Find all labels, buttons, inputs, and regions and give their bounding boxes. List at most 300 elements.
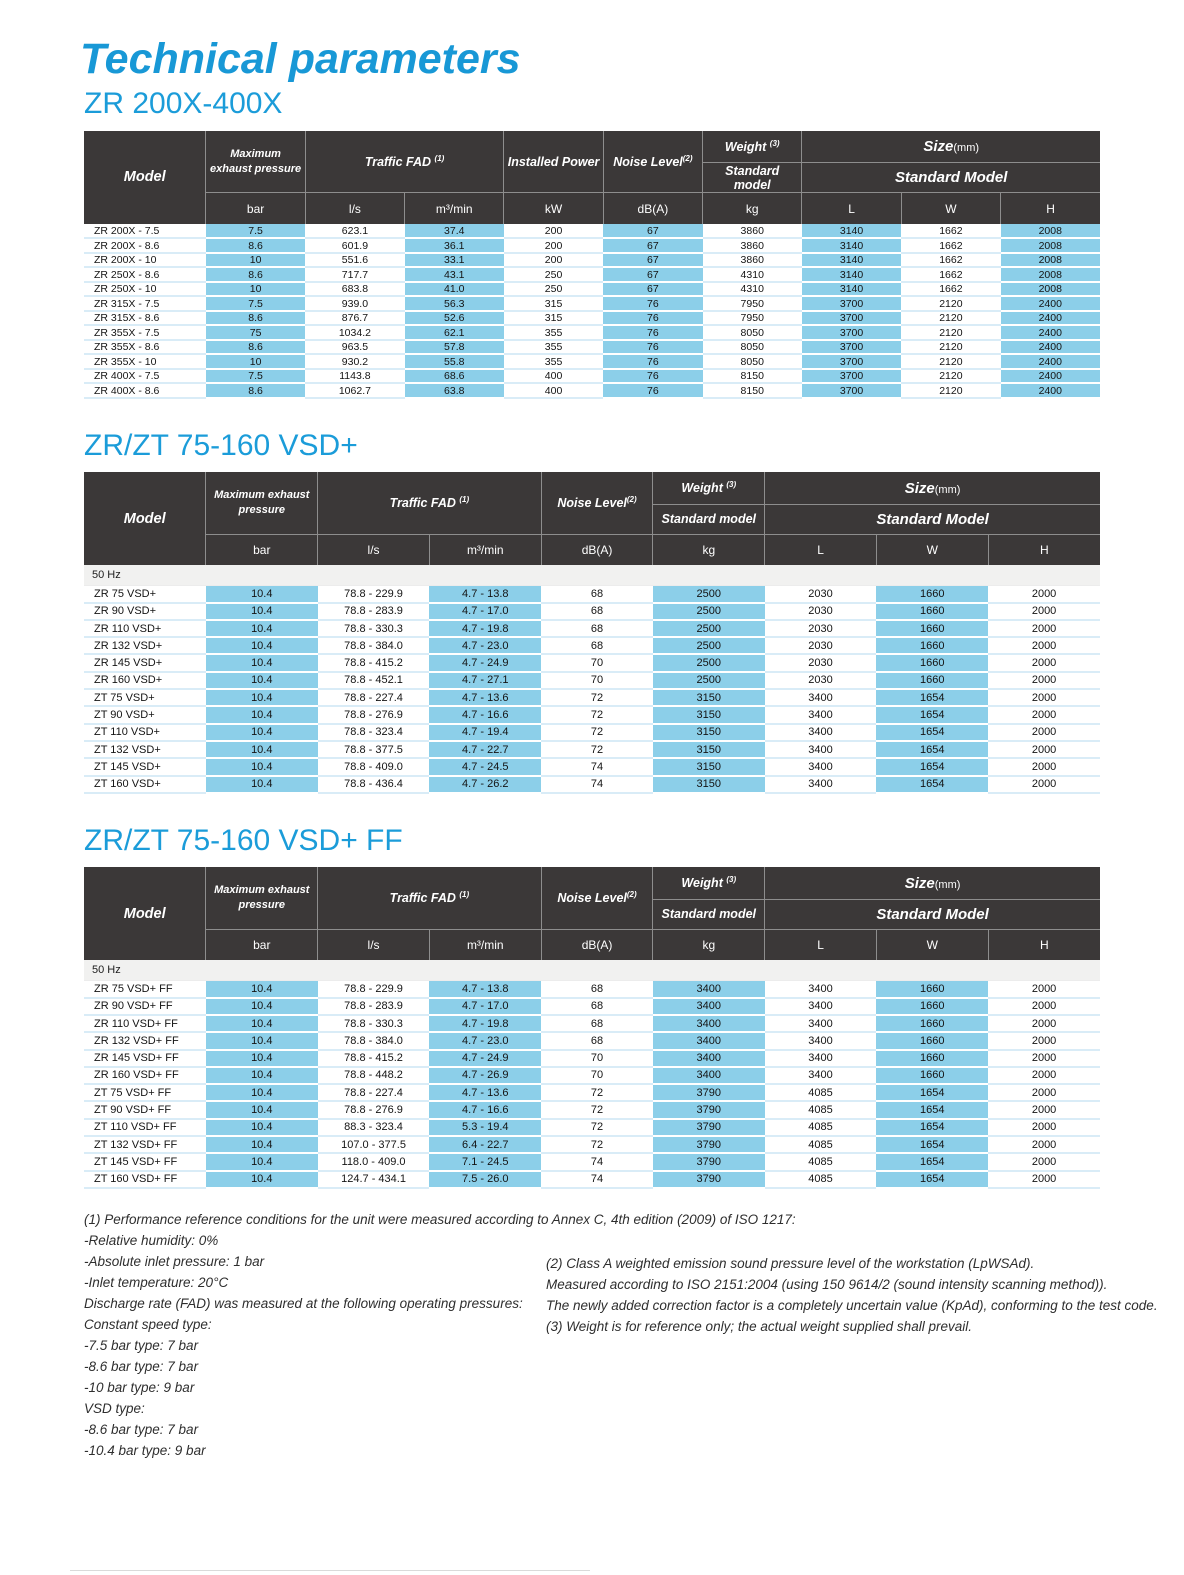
value-cell: 2000: [988, 1119, 1100, 1136]
footnote-line: Constant speed type:: [84, 1316, 212, 1332]
unit-l: L: [765, 929, 877, 960]
footnote-line: -Relative humidity: 0%: [84, 1232, 219, 1248]
value-cell: 3700: [802, 296, 901, 311]
value-cell: 1660: [876, 585, 988, 602]
header-weight-standard-model-label: Standard model: [661, 512, 757, 527]
header-model: [84, 472, 206, 565]
value-cell: 2400: [1001, 325, 1100, 340]
value-cell: 3790: [653, 1084, 765, 1101]
header-noise-level-label: Noise Level: [557, 496, 627, 511]
model-cell: ZT 90 VSD+: [84, 706, 206, 723]
value-cell: 43.1: [405, 267, 504, 282]
value-cell: 10.4: [206, 998, 318, 1015]
value-cell: 1660: [876, 1015, 988, 1032]
value-cell: 3150: [653, 724, 765, 741]
value-cell: 10.4: [206, 637, 318, 654]
value-cell: 7950: [703, 296, 802, 311]
value-cell: 10: [206, 253, 305, 268]
model-cell: ZR 200X - 7.5: [84, 224, 206, 239]
value-cell: 75: [206, 325, 305, 340]
footnote-ref-3: (3): [769, 138, 780, 148]
value-cell: 63.8: [405, 383, 504, 398]
header-weight-standard-model: [703, 163, 802, 193]
value-cell: 3400: [765, 758, 877, 775]
header-size-standard-model-label: Standard Model: [876, 510, 989, 528]
value-cell: 10.4: [206, 654, 318, 671]
value-cell: 2500: [653, 585, 765, 602]
value-cell: 2030: [765, 637, 877, 654]
value-cell: 1660: [876, 637, 988, 654]
model-cell: ZR 110 VSD+ FF: [84, 1015, 206, 1032]
value-cell: 2000: [988, 1032, 1100, 1049]
table-row: [84, 340, 1100, 355]
value-cell: 68.6: [405, 369, 504, 384]
value-cell: 70: [541, 672, 653, 689]
value-cell: 3150: [653, 776, 765, 793]
header-traffic-fad-label: Traffic FAD: [389, 891, 456, 906]
value-cell: 4310: [703, 267, 802, 282]
table-row: [84, 325, 1100, 340]
value-cell: 78.8 - 227.4: [318, 1084, 430, 1101]
model-cell: ZR 400X - 8.6: [84, 383, 206, 398]
value-cell: 2030: [765, 654, 877, 671]
value-cell: 10.4: [206, 603, 318, 620]
value-cell: 355: [504, 340, 603, 355]
value-cell: 3400: [765, 706, 877, 723]
model-cell: ZR 355X - 8.6: [84, 340, 206, 355]
frequency-group-label: 50 Hz: [84, 960, 1100, 980]
value-cell: 1662: [901, 224, 1000, 239]
table-row: [84, 1084, 1100, 1101]
value-cell: 1062.7: [305, 383, 404, 398]
unit-w: W: [876, 534, 988, 565]
header-weight: [703, 131, 802, 163]
value-cell: 4085: [765, 1101, 877, 1118]
value-cell: 2500: [653, 620, 765, 637]
model-cell: ZT 110 VSD+ FF: [84, 1119, 206, 1136]
unit-w: W: [876, 929, 988, 960]
value-cell: 2120: [901, 369, 1000, 384]
value-cell: 67: [603, 282, 702, 297]
value-cell: 2000: [988, 637, 1100, 654]
model-cell: ZR 250X - 10: [84, 282, 206, 297]
value-cell: 36.1: [405, 238, 504, 253]
unit-h: H: [1001, 193, 1100, 224]
value-cell: 67: [603, 238, 702, 253]
header-weight-label: Weight: [724, 139, 767, 154]
table-row: [84, 1171, 1100, 1188]
model-cell: ZT 132 VSD+: [84, 741, 206, 758]
value-cell: 8150: [703, 383, 802, 398]
value-cell: 1662: [901, 238, 1000, 253]
value-cell: 623.1: [305, 224, 404, 239]
value-cell: 10.4: [206, 1050, 318, 1067]
value-cell: 67: [603, 253, 702, 268]
value-cell: 3860: [703, 224, 802, 239]
value-cell: 1662: [901, 253, 1000, 268]
value-cell: 78.8 - 377.5: [318, 741, 430, 758]
value-cell: 78.8 - 276.9: [318, 1101, 430, 1118]
value-cell: 1660: [876, 654, 988, 671]
value-cell: 3140: [802, 224, 901, 239]
value-cell: 200: [504, 253, 603, 268]
value-cell: 118.0 - 409.0: [318, 1153, 430, 1170]
model-cell: ZT 110 VSD+: [84, 724, 206, 741]
value-cell: 72: [541, 1101, 653, 1118]
value-cell: 1660: [876, 603, 988, 620]
value-cell: 8.6: [206, 311, 305, 326]
value-cell: 68: [541, 603, 653, 620]
value-cell: 70: [541, 1050, 653, 1067]
value-cell: 2008: [1001, 253, 1100, 268]
value-cell: 78.8 - 229.9: [318, 585, 430, 602]
value-cell: 2120: [901, 340, 1000, 355]
table-row: [84, 296, 1100, 311]
value-cell: 78.8 - 436.4: [318, 776, 430, 793]
value-cell: 72: [541, 1084, 653, 1101]
header-installed-power: [504, 131, 603, 193]
header-installed-power-label: Installed Power: [507, 154, 600, 169]
value-cell: 8.6: [206, 383, 305, 398]
table-row: [84, 383, 1100, 398]
footnote-line: -10.4 bar type: 9 bar: [84, 1442, 206, 1458]
value-cell: 601.9: [305, 238, 404, 253]
value-cell: 250: [504, 267, 603, 282]
value-cell: 3400: [765, 998, 877, 1015]
model-cell: ZR 160 VSD+: [84, 672, 206, 689]
value-cell: 1654: [876, 1153, 988, 1170]
value-cell: 3400: [765, 724, 877, 741]
header-size: [802, 131, 1100, 163]
table-row: [84, 267, 1100, 282]
table-row: [84, 282, 1100, 297]
table-row: [84, 253, 1100, 268]
value-cell: 78.8 - 276.9: [318, 706, 430, 723]
table-row: [84, 620, 1100, 637]
footnote-line: Discharge rate (FAD) was measured at the following operating pressures:: [84, 1295, 523, 1311]
value-cell: 10: [206, 354, 305, 369]
footnote-ref-3: (3): [726, 479, 737, 489]
value-cell: 4.7 - 13.6: [429, 1084, 541, 1101]
header-weight-standard-model: [653, 899, 765, 929]
value-cell: 315: [504, 296, 603, 311]
value-cell: 78.8 - 415.2: [318, 1050, 430, 1067]
header-size-standard-model-label: Standard Model: [894, 169, 1008, 187]
value-cell: 10.4: [206, 1067, 318, 1084]
value-cell: 3140: [802, 238, 901, 253]
header-weight-label: Weight: [681, 481, 723, 496]
footnote-ref-2: (2): [626, 494, 637, 504]
table-body: [84, 224, 1100, 398]
footnote-ref-1: (1): [459, 494, 470, 504]
section-heading-zr-200x-400x: ZR 200X-400X: [84, 87, 283, 121]
value-cell: 2500: [653, 654, 765, 671]
value-cell: 2400: [1001, 340, 1100, 355]
value-cell: 74: [541, 1171, 653, 1188]
value-cell: 8.6: [206, 267, 305, 282]
table-row: [84, 741, 1100, 758]
header-max-exhaust-pressure-label: Maximum exhaust pressure: [210, 147, 302, 175]
value-cell: 2000: [988, 603, 1100, 620]
frequency-group-row: [84, 565, 1100, 585]
header-weight-label: Weight: [681, 876, 723, 891]
header-traffic-fad: [318, 472, 542, 534]
value-cell: 4.7 - 19.4: [429, 724, 541, 741]
value-cell: 3150: [653, 758, 765, 775]
table-row: [84, 998, 1100, 1015]
unit-bar: bar: [206, 534, 318, 565]
value-cell: 72: [541, 1136, 653, 1153]
value-cell: 2000: [988, 620, 1100, 637]
value-cell: 4085: [765, 1119, 877, 1136]
model-cell: ZT 75 VSD+: [84, 689, 206, 706]
value-cell: 1660: [876, 998, 988, 1015]
value-cell: 1654: [876, 1101, 988, 1118]
header-size: [765, 867, 1100, 899]
value-cell: 4.7 - 27.1: [429, 672, 541, 689]
model-cell: ZR 200X - 10: [84, 253, 206, 268]
value-cell: 2400: [1001, 354, 1100, 369]
unit-dba: dB(A): [541, 929, 653, 960]
value-cell: 2008: [1001, 282, 1100, 297]
table-row: [84, 369, 1100, 384]
value-cell: 3860: [703, 238, 802, 253]
value-cell: 78.8 - 384.0: [318, 637, 430, 654]
value-cell: 2000: [988, 654, 1100, 671]
value-cell: 2000: [988, 1084, 1100, 1101]
value-cell: 4.7 - 26.9: [429, 1067, 541, 1084]
model-cell: ZR 132 VSD+ FF: [84, 1032, 206, 1049]
value-cell: 3700: [802, 383, 901, 398]
value-cell: 1662: [901, 282, 1000, 297]
value-cell: 10.4: [206, 1136, 318, 1153]
value-cell: 4.7 - 24.9: [429, 654, 541, 671]
header-size-label: Size: [904, 874, 935, 892]
footnote-line: -Absolute inlet pressure: 1 bar: [84, 1253, 265, 1269]
value-cell: 78.8 - 283.9: [318, 998, 430, 1015]
value-cell: 3140: [802, 253, 901, 268]
value-cell: 76: [603, 340, 702, 355]
value-cell: 3700: [802, 369, 901, 384]
value-cell: 2500: [653, 672, 765, 689]
value-cell: 78.8 - 229.9: [318, 980, 430, 997]
value-cell: 2000: [988, 1136, 1100, 1153]
value-cell: 67: [603, 267, 702, 282]
unit-ls: l/s: [318, 929, 430, 960]
table-row: [84, 637, 1100, 654]
value-cell: 4.7 - 17.0: [429, 603, 541, 620]
value-cell: 55.8: [405, 354, 504, 369]
value-cell: 3140: [802, 282, 901, 297]
model-cell: ZT 160 VSD+: [84, 776, 206, 793]
unit-l: L: [802, 193, 901, 224]
value-cell: 2500: [653, 603, 765, 620]
value-cell: 10.4: [206, 1032, 318, 1049]
footnote-ref-1: (1): [434, 153, 445, 163]
table-body: [84, 565, 1100, 793]
model-cell: ZR 75 VSD+: [84, 585, 206, 602]
table-row: [84, 758, 1100, 775]
value-cell: 3400: [765, 689, 877, 706]
header-weight-standard-model: [653, 504, 765, 534]
value-cell: 76: [603, 325, 702, 340]
header-max-exhaust-pressure: [206, 131, 305, 193]
value-cell: 3400: [765, 1015, 877, 1032]
header-max-exhaust-pressure: [206, 472, 318, 534]
value-cell: 4.7 - 13.8: [429, 585, 541, 602]
value-cell: 2030: [765, 603, 877, 620]
model-cell: ZR 250X - 8.6: [84, 267, 206, 282]
footnote-ref-2: (2): [682, 153, 693, 163]
header-size: [765, 472, 1100, 504]
value-cell: 70: [541, 654, 653, 671]
value-cell: 2000: [988, 672, 1100, 689]
value-cell: 3150: [653, 706, 765, 723]
value-cell: 10.4: [206, 980, 318, 997]
value-cell: 400: [504, 383, 603, 398]
value-cell: 3400: [653, 998, 765, 1015]
value-cell: 683.8: [305, 282, 404, 297]
header-size-standard-model: [765, 504, 1100, 534]
table-row: [84, 238, 1100, 253]
value-cell: 2400: [1001, 296, 1100, 311]
footnotes-right-column: [546, 1253, 1158, 1337]
header-size-unit: (mm): [934, 878, 961, 891]
value-cell: 3400: [653, 980, 765, 997]
value-cell: 68: [541, 980, 653, 997]
value-cell: 10.4: [206, 620, 318, 637]
value-cell: 2008: [1001, 224, 1100, 239]
value-cell: 78.8 - 452.1: [318, 672, 430, 689]
value-cell: 551.6: [305, 253, 404, 268]
value-cell: 1654: [876, 776, 988, 793]
value-cell: 3150: [653, 741, 765, 758]
table-row: [84, 1015, 1100, 1032]
header-size-standard-model: [765, 899, 1100, 929]
value-cell: 10.4: [206, 776, 318, 793]
value-cell: 1654: [876, 724, 988, 741]
value-cell: 2000: [988, 980, 1100, 997]
value-cell: 200: [504, 238, 603, 253]
table-row: [84, 654, 1100, 671]
value-cell: 10.4: [206, 1084, 318, 1101]
value-cell: 10.4: [206, 1101, 318, 1118]
unit-dba: dB(A): [603, 193, 702, 224]
value-cell: 4.7 - 24.9: [429, 1050, 541, 1067]
header-size-label: Size: [923, 138, 954, 156]
value-cell: 10.4: [206, 724, 318, 741]
value-cell: 2000: [988, 1067, 1100, 1084]
value-cell: 717.7: [305, 267, 404, 282]
value-cell: 1654: [876, 1119, 988, 1136]
value-cell: 4.7 - 24.5: [429, 758, 541, 775]
value-cell: 10.4: [206, 1153, 318, 1170]
value-cell: 72: [541, 689, 653, 706]
header-noise-level: [541, 867, 653, 929]
value-cell: 4.7 - 16.6: [429, 1101, 541, 1118]
table-row: [84, 1101, 1100, 1118]
value-cell: 963.5: [305, 340, 404, 355]
value-cell: 3700: [802, 340, 901, 355]
value-cell: 2008: [1001, 267, 1100, 282]
unit-h: H: [988, 534, 1100, 565]
value-cell: 78.8 - 384.0: [318, 1032, 430, 1049]
value-cell: 68: [541, 998, 653, 1015]
value-cell: 3400: [765, 980, 877, 997]
value-cell: 3140: [802, 267, 901, 282]
value-cell: 8.6: [206, 238, 305, 253]
value-cell: 2030: [765, 672, 877, 689]
model-cell: ZR 75 VSD+ FF: [84, 980, 206, 997]
value-cell: 4.7 - 23.0: [429, 1032, 541, 1049]
header-noise-level: [541, 472, 653, 534]
value-cell: 2120: [901, 383, 1000, 398]
model-cell: ZR 355X - 10: [84, 354, 206, 369]
value-cell: 2030: [765, 585, 877, 602]
spec-table-zrzt-75-160-vsd: [84, 472, 1100, 794]
value-cell: 200: [504, 224, 603, 239]
header-max-exhaust-pressure: [206, 867, 318, 929]
value-cell: 10.4: [206, 672, 318, 689]
footnote-ref-3: (3): [726, 874, 737, 884]
header-noise-level: [603, 131, 702, 193]
model-cell: ZR 132 VSD+: [84, 637, 206, 654]
spec-table-zr-200x-400x: [84, 131, 1100, 399]
value-cell: 10.4: [206, 585, 318, 602]
value-cell: 78.8 - 323.4: [318, 724, 430, 741]
value-cell: 78.8 - 330.3: [318, 620, 430, 637]
unit-bar: bar: [206, 193, 305, 224]
model-cell: ZR 145 VSD+ FF: [84, 1050, 206, 1067]
header-size-label: Size: [904, 479, 935, 497]
value-cell: 250: [504, 282, 603, 297]
table-row: [84, 724, 1100, 741]
model-cell: ZR 315X - 8.6: [84, 311, 206, 326]
model-cell: ZT 160 VSD+ FF: [84, 1171, 206, 1188]
unit-kw: kW: [504, 193, 603, 224]
header-model-label: Model: [123, 510, 166, 527]
value-cell: 3400: [653, 1050, 765, 1067]
footnote-line: -8.6 bar type: 7 bar: [84, 1421, 199, 1437]
header-traffic-fad-label: Traffic FAD: [364, 154, 432, 169]
value-cell: 56.3: [405, 296, 504, 311]
value-cell: 4085: [765, 1084, 877, 1101]
value-cell: 68: [541, 1015, 653, 1032]
value-cell: 7.1 - 24.5: [429, 1153, 541, 1170]
footnotes: [84, 1209, 1158, 1461]
frequency-group-label: 50 Hz: [84, 565, 1100, 585]
header-model: [84, 131, 206, 224]
header-size-unit: (mm): [934, 483, 961, 496]
model-cell: ZR 145 VSD+: [84, 654, 206, 671]
footnote-line: Measured according to ISO 2151:2004 (using 150 9614/2 (sound intensity scanning method)).: [546, 1276, 1108, 1292]
value-cell: 2120: [901, 354, 1000, 369]
value-cell: 2000: [988, 758, 1100, 775]
table-row: [84, 672, 1100, 689]
value-cell: 2000: [988, 1153, 1100, 1170]
value-cell: 2000: [988, 1101, 1100, 1118]
value-cell: 10: [206, 282, 305, 297]
value-cell: 67: [603, 224, 702, 239]
header-noise-level-label: Noise Level: [613, 154, 683, 169]
value-cell: 4.7 - 22.7: [429, 741, 541, 758]
header-model-label: Model: [123, 905, 166, 922]
value-cell: 2000: [988, 741, 1100, 758]
value-cell: 2400: [1001, 369, 1100, 384]
value-cell: 68: [541, 620, 653, 637]
value-cell: 355: [504, 354, 603, 369]
header-model: [84, 867, 206, 960]
